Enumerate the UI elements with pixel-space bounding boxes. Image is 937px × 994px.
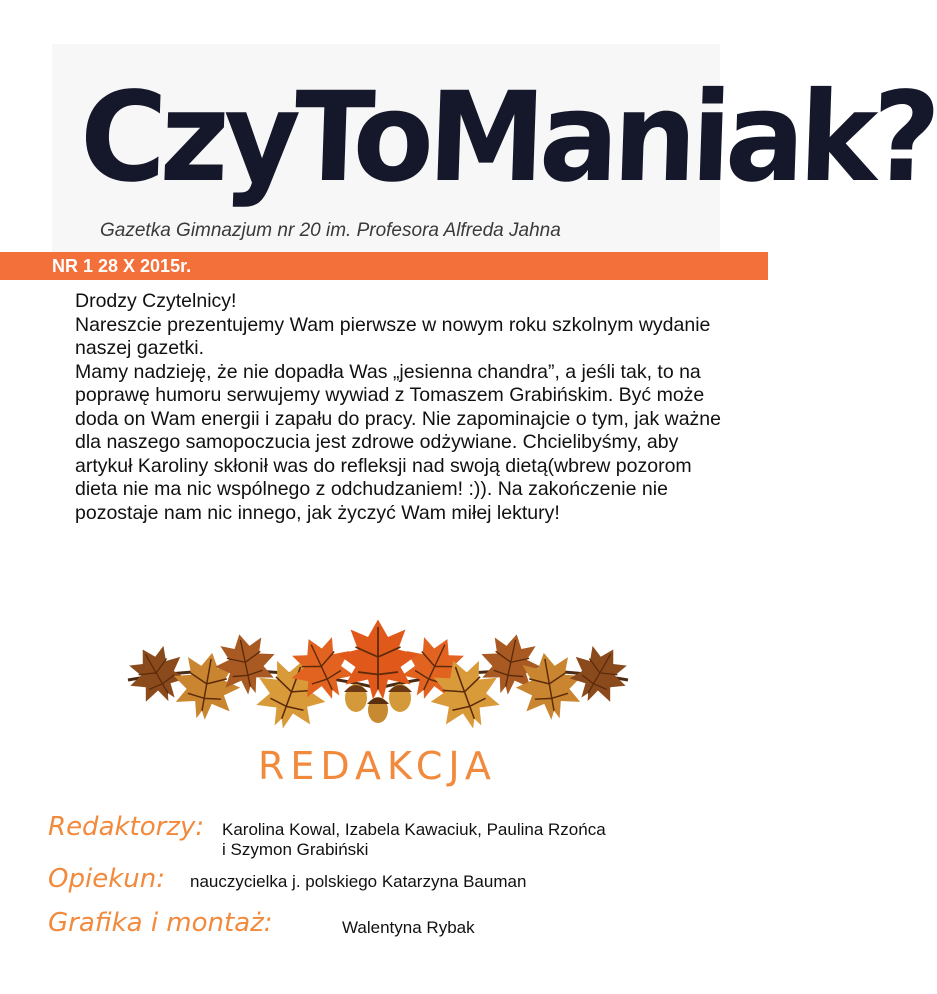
autumn-leaves-garland-icon	[118, 618, 638, 758]
graphics-name: Walentyna Rybak	[342, 918, 475, 937]
editorial-paragraph: Mamy nadzieję, że nie dopadła Was „jesienna chandra”, a jeśli tak, to na poprawę humoru serwujemy wywiad z Tomaszem Grabińskim. Być może doda on Wam energii i zapału do pracy. Nie zapominajcie o tym, jak ważne dla naszego samopoczucia jest zdrowe odżywiane. Chcielibyśmy, aby artykuł Karoliny skłonił was do refleksji nad swoją dietą(wbrew pozorom dieta nie ma nic wspólnego z odchudzaniem! :)). Na zakończenie nie pozostaje nam nic innego, jak życzyć Wam miłej lektury!	[75, 360, 721, 524]
newspaper-logo	[52, 44, 937, 234]
graphics-label: Grafika i montaż:	[48, 908, 273, 938]
editors-line: i Szymon Grabiński	[222, 840, 369, 859]
editors-label: Redaktorzy:	[48, 812, 205, 842]
editorial-text	[75, 290, 725, 525]
issue-number-date: NR 1 28 X 2015r.	[52, 256, 192, 276]
redakcja-heading: REDAKCJA	[258, 744, 497, 788]
editors-names	[222, 820, 606, 860]
acorn-icon	[344, 684, 412, 723]
greeting: Drodzy Czytelnicy!	[75, 290, 237, 312]
editorial-paragraph: Nareszcie prezentujemy Wam pierwsze w nowym roku szkolnym wydanie naszej gazetki.	[75, 313, 711, 359]
supervisor-label: Opiekun:	[48, 864, 165, 894]
editors-line: Karolina Kowal, Izabela Kawaciuk, Paulina Rzońca	[222, 820, 606, 839]
logo-text: CzyToManiak?	[77, 64, 937, 210]
newspaper-subtitle: Gazetka Gimnazjum nr 20 im. Profesora Alfreda Jahna	[100, 220, 561, 241]
supervisor-name: nauczycielka j. polskiego Katarzyna Bauman	[190, 872, 527, 891]
masthead	[52, 44, 937, 254]
issue-banner	[0, 252, 768, 280]
